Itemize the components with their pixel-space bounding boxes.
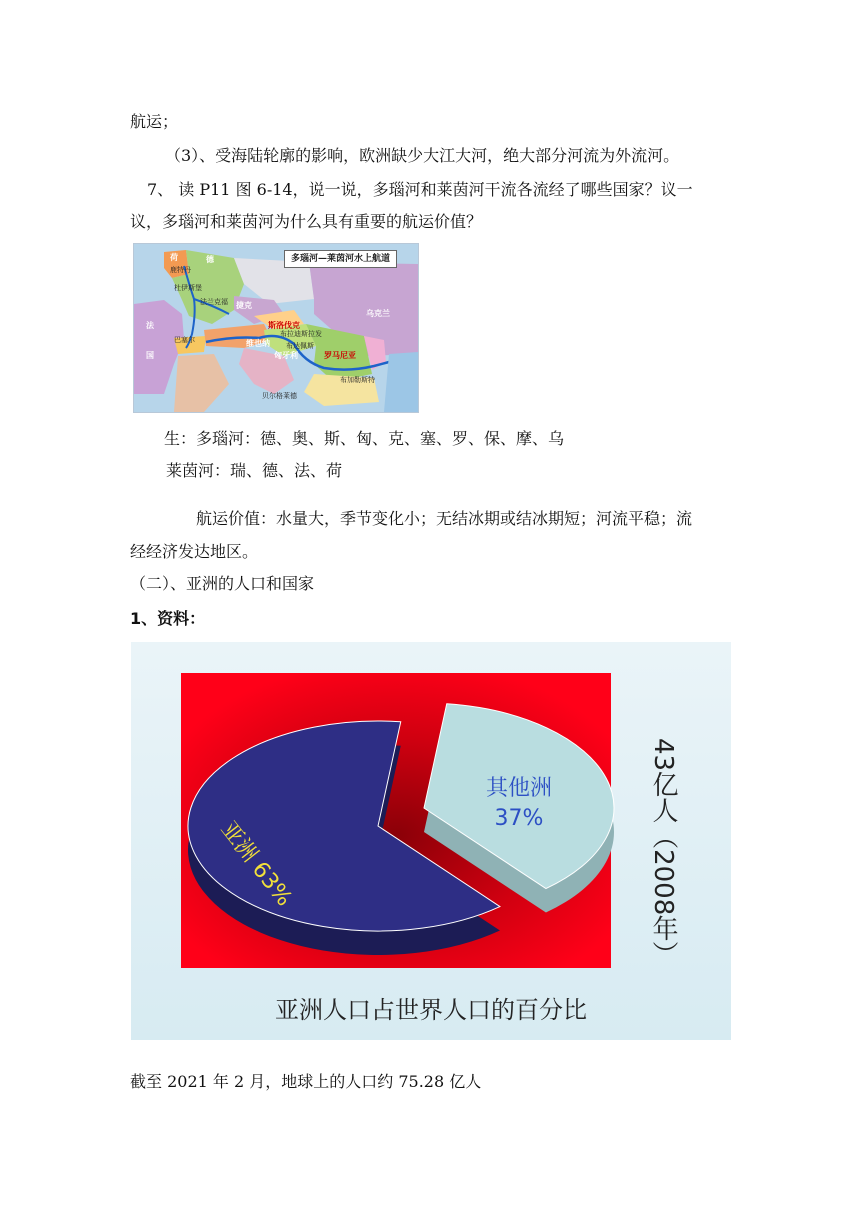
map-label: 乌克兰 — [366, 309, 390, 318]
population-total-label: 43亿人（2008年） — [648, 738, 678, 968]
slice-label-other — [459, 774, 579, 834]
map-city-label: 布加勒斯特 — [340, 376, 375, 384]
map-label: 法 — [146, 321, 154, 330]
map-city-label: 贝尔格莱德 — [262, 392, 297, 400]
text-line: 航运； — [130, 112, 179, 131]
map-label: 荷 — [170, 253, 178, 262]
footer-note: 截至 2021 年 2 月，地球上的人口约 75.28 亿人 — [130, 1072, 482, 1091]
question-7: 7、 读 P11 图 6-14，说一说，多瑙河和莱茵河干流各流经了哪些国家？议一 — [147, 180, 693, 199]
population-pie-figure — [131, 642, 731, 1040]
slice-label-other-value: 37% — [494, 806, 544, 831]
question-7-cont: 议，多瑙河和莱茵河为什么具有重要的航运价值？ — [130, 212, 483, 231]
map-label: 匈牙利 — [274, 351, 298, 360]
map-label: 捷克 — [236, 301, 252, 310]
map-city-label: 布达佩斯 — [286, 342, 314, 350]
map-city-label: 巴塞尔 — [174, 336, 195, 344]
map-label: 德 — [206, 255, 214, 264]
navigation-value-cont: 经经济发达地区。 — [130, 542, 259, 561]
answer-rhine: 莱茵河：瑞、德、法、荷 — [166, 461, 343, 480]
map-label: 斯洛伐克 — [268, 321, 300, 330]
map-label: 国 — [146, 351, 154, 360]
map-label: 罗马尼亚 — [324, 351, 356, 360]
map-city-label: 布拉迪斯拉发 — [280, 330, 322, 338]
section-title: （二）、亚洲的人口和国家 — [130, 574, 315, 593]
heading: 1、资料： — [130, 609, 206, 628]
map-title: 多瑙河—莱茵河水上航道 — [284, 250, 397, 268]
pie-caption: 亚洲人口占世界人口的百分比 — [275, 996, 587, 1024]
slice-label-asia: 亚洲 63% — [215, 817, 297, 912]
map-city-label: 鹿特丹 — [170, 266, 191, 274]
map-city-label: 法兰克福 — [200, 298, 228, 306]
slice-label-other-name: 其他洲 — [485, 776, 552, 801]
navigation-value: 航运价值：水量大，季节变化小；无结冰期或结冰期短；河流平稳；流 — [196, 509, 693, 528]
answer-danube: 生：多瑙河：德、奥、斯、匈、克、塞、罗、保、摩、乌 — [164, 429, 565, 448]
danube-rhine-map — [133, 243, 419, 413]
map-city-label: 杜伊斯堡 — [174, 284, 202, 292]
text-line: （3）、受海陆轮廓的影响，欧洲缺少大江大河，绝大部分河流为外流河。 — [165, 146, 680, 165]
map-city-label: 维也纳 — [246, 339, 270, 348]
